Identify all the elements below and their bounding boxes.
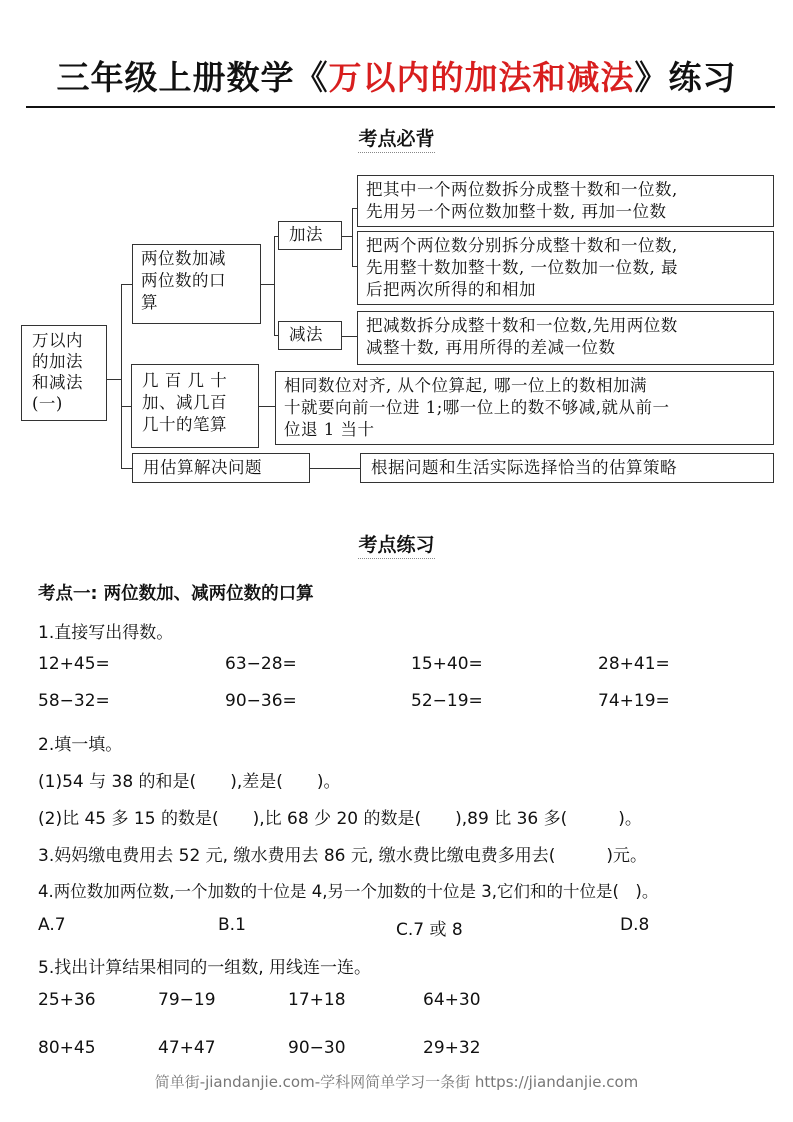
- expression: 29+32: [423, 1038, 481, 1058]
- expression: 64+30: [423, 990, 481, 1010]
- branch-label-line: 几十的笔算: [142, 415, 227, 434]
- title-highlight: 万以内的加法和减法: [328, 58, 635, 97]
- connector: [259, 406, 275, 407]
- option-d: D.8: [620, 915, 650, 935]
- expression: 17+18: [288, 990, 346, 1010]
- option-b: B.1: [218, 915, 246, 935]
- branch-estimation: [132, 453, 310, 483]
- method-add-2: [357, 231, 774, 305]
- footer-watermark: 简单街-jiandanjie.com-学科网简单学习一条街 https://jiandanjie.com: [154, 1073, 639, 1091]
- connector: [121, 284, 132, 285]
- branch-label-line: 几 百 几 十: [142, 371, 228, 390]
- title-prefix: 三年级上册数学《: [56, 58, 329, 97]
- root-line: 万以内: [32, 331, 83, 350]
- question-4-prompt: 4.两位数加两位数,一个加数的十位是 4,另一个加数的十位是 3,它们和的十位是( )。: [38, 882, 659, 901]
- question-2-item-1: (1)54 与 38 的和是( ),差是( )。: [38, 772, 341, 792]
- connector: [261, 284, 274, 285]
- question-3: 3.妈妈缴电费用去 52 元, 缴水费用去 86 元, 缴水费比缴电费多用去( )元。: [38, 846, 647, 866]
- branch-written-calc: [131, 364, 259, 448]
- title-divider: [26, 106, 775, 108]
- desc-line: 相同数位对齐, 从个位算起, 哪一位上的数相加满: [284, 376, 647, 395]
- connector: [310, 468, 360, 469]
- method-line: 先用整十数加整十数, 一位数加一位数, 最: [366, 258, 678, 277]
- connector: [352, 208, 353, 266]
- equation: 52−19=: [411, 691, 483, 711]
- desc-text: 根据问题和生活实际选择恰当的估算策略: [371, 458, 677, 477]
- expression: 79−19: [158, 990, 216, 1010]
- method-line: 减整十数, 再用所得的差减一位数: [366, 338, 616, 357]
- section-heading-practice: [0, 530, 793, 557]
- page-title: [0, 52, 793, 99]
- node-label: 减法: [289, 325, 323, 344]
- equation: 63−28=: [225, 654, 297, 674]
- equation: 74+19=: [598, 691, 670, 711]
- branch-label-line: 两位数加减: [141, 249, 226, 268]
- method-line: 后把两次所得的和相加: [366, 280, 536, 299]
- title-suffix: 》练习: [634, 58, 737, 97]
- method-line: 把两个两位数分别拆分成整十数和一位数,: [366, 236, 678, 255]
- root-line: (一): [32, 394, 63, 413]
- equation: 28+41=: [598, 654, 670, 674]
- section-heading-text: 考点练习: [358, 534, 434, 559]
- equation: 90−36=: [225, 691, 297, 711]
- method-line: 把减数拆分成整十数和一位数,先用两位数: [366, 316, 678, 335]
- method-add-1: [357, 175, 774, 227]
- root-node: [21, 325, 107, 421]
- expression: 25+36: [38, 990, 96, 1010]
- question-1-prompt: 1.直接写出得数。: [38, 623, 174, 643]
- equation: 58−32=: [38, 691, 110, 711]
- method-line: 把其中一个两位数拆分成整十数和一位数,: [366, 180, 678, 199]
- option-a: A.7: [38, 915, 66, 935]
- desc-line: 位退 1 当十: [284, 420, 375, 439]
- method-line: 先用另一个两位数加整十数, 再加一位数: [366, 202, 667, 221]
- equation: 12+45=: [38, 654, 110, 674]
- connector: [107, 379, 121, 380]
- connector: [342, 236, 352, 237]
- connector: [342, 336, 357, 337]
- branch-label-line: 算: [141, 293, 158, 312]
- root-line: 和减法: [32, 373, 83, 392]
- expression: 90−30: [288, 1038, 346, 1058]
- written-calc-desc: [275, 371, 774, 445]
- section-heading-text: 考点必背: [358, 128, 434, 153]
- connector: [121, 284, 122, 468]
- question-5-prompt: 5.找出计算结果相同的一组数, 用线连一连。: [38, 958, 372, 978]
- equation: 15+40=: [411, 654, 483, 674]
- question-2-item-2: (2)比 45 多 15 的数是( ),比 68 少 20 的数是( ),89 比 36 多( )。: [38, 809, 642, 829]
- question-2-prompt: 2.填一填。: [38, 735, 123, 755]
- expression: 47+47: [158, 1038, 216, 1058]
- section-heading-review: [0, 124, 793, 151]
- branch-oral-calc: [132, 244, 261, 324]
- topic-heading: 考点一: 两位数加、减两位数的口算: [38, 584, 314, 604]
- expression: 80+45: [38, 1038, 96, 1058]
- node-addition: [278, 221, 342, 250]
- node-label: 加法: [289, 225, 323, 244]
- connector: [121, 468, 132, 469]
- branch-label: 用估算解决问题: [143, 458, 262, 477]
- option-c: C.7 或 8: [396, 920, 463, 940]
- node-subtraction: [278, 321, 342, 350]
- estimation-desc: [360, 453, 774, 483]
- branch-label-line: 两位数的口: [141, 271, 226, 290]
- desc-line: 十就要向前一位进 1;哪一位上的数不够减,就从前一: [284, 398, 670, 417]
- branch-label-line: 加、减几百: [142, 393, 227, 412]
- connector: [274, 236, 275, 335]
- method-sub: [357, 311, 774, 365]
- root-line: 的加法: [32, 352, 83, 371]
